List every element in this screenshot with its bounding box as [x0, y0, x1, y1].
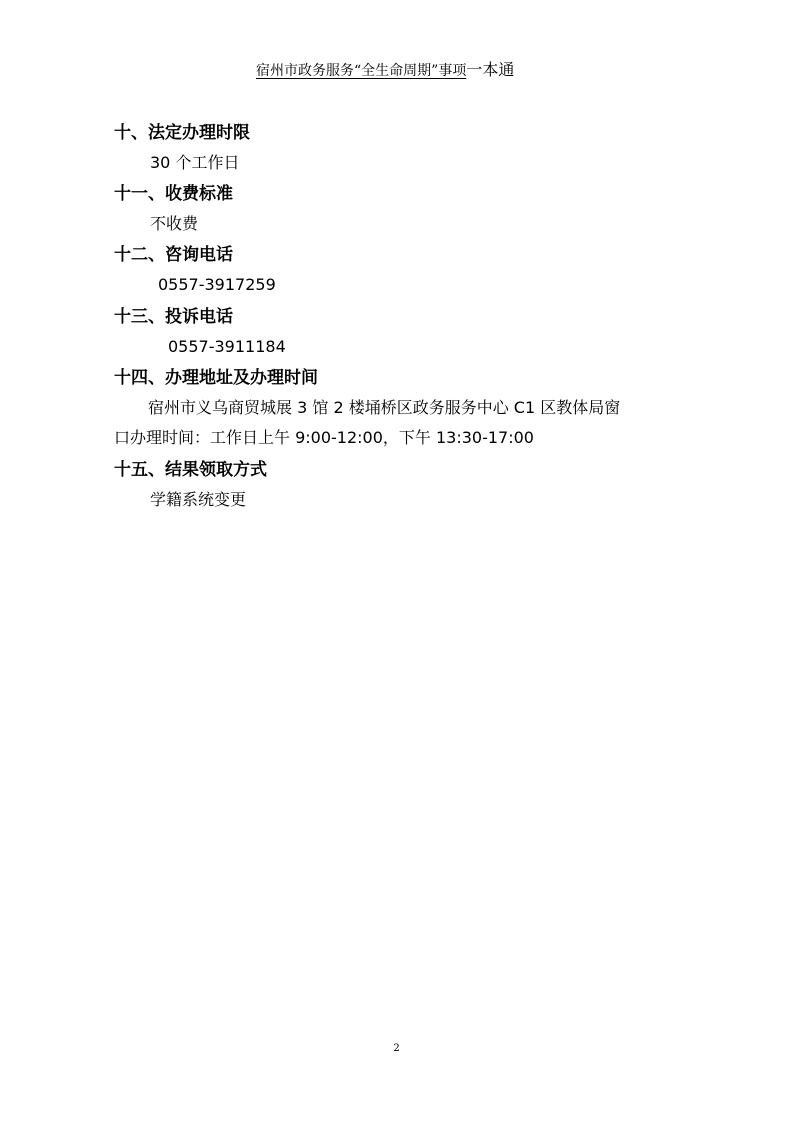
header-title: 宿州市政务服务“全生命周期”事项: [256, 63, 467, 79]
section-consult-phone: [114, 244, 714, 296]
section-text: 30 个工作日: [150, 153, 240, 172]
section-legal-time-limit: [114, 122, 714, 174]
section-address-and-hours: [114, 367, 714, 449]
section-heading: 十二、咨询电话: [114, 245, 233, 265]
address-line: 宿州市义乌商贸城展 3 馆 2 楼埇桥区政务服务中心 C1 区教体局窗: [148, 398, 621, 417]
section-text: 不收费: [150, 214, 199, 233]
page-number: 2: [393, 1043, 400, 1054]
section-result-collection: [114, 459, 714, 511]
complaint-phone-number: 0557-3911184: [168, 337, 286, 356]
section-heading: 十一、收费标准: [114, 184, 233, 204]
section-heading: 十、法定办理时限: [114, 123, 250, 143]
hours-line: 口办理时间：工作日上午 9:00-12:00，下午 13:30-17:00: [114, 428, 534, 447]
section-text: 学籍系统变更: [150, 490, 247, 509]
section-heading: 十五、结果领取方式: [114, 460, 267, 480]
section-complaint-phone: [114, 306, 714, 358]
section-heading: 十三、投诉电话: [114, 307, 233, 327]
section-heading: 十四、办理地址及办理时间: [114, 368, 318, 388]
header-suffix: 一本通: [466, 60, 515, 79]
section-fee-standard: [114, 183, 714, 235]
page-header: [256, 60, 556, 81]
consult-phone-number: 0557-3917259: [158, 275, 276, 294]
